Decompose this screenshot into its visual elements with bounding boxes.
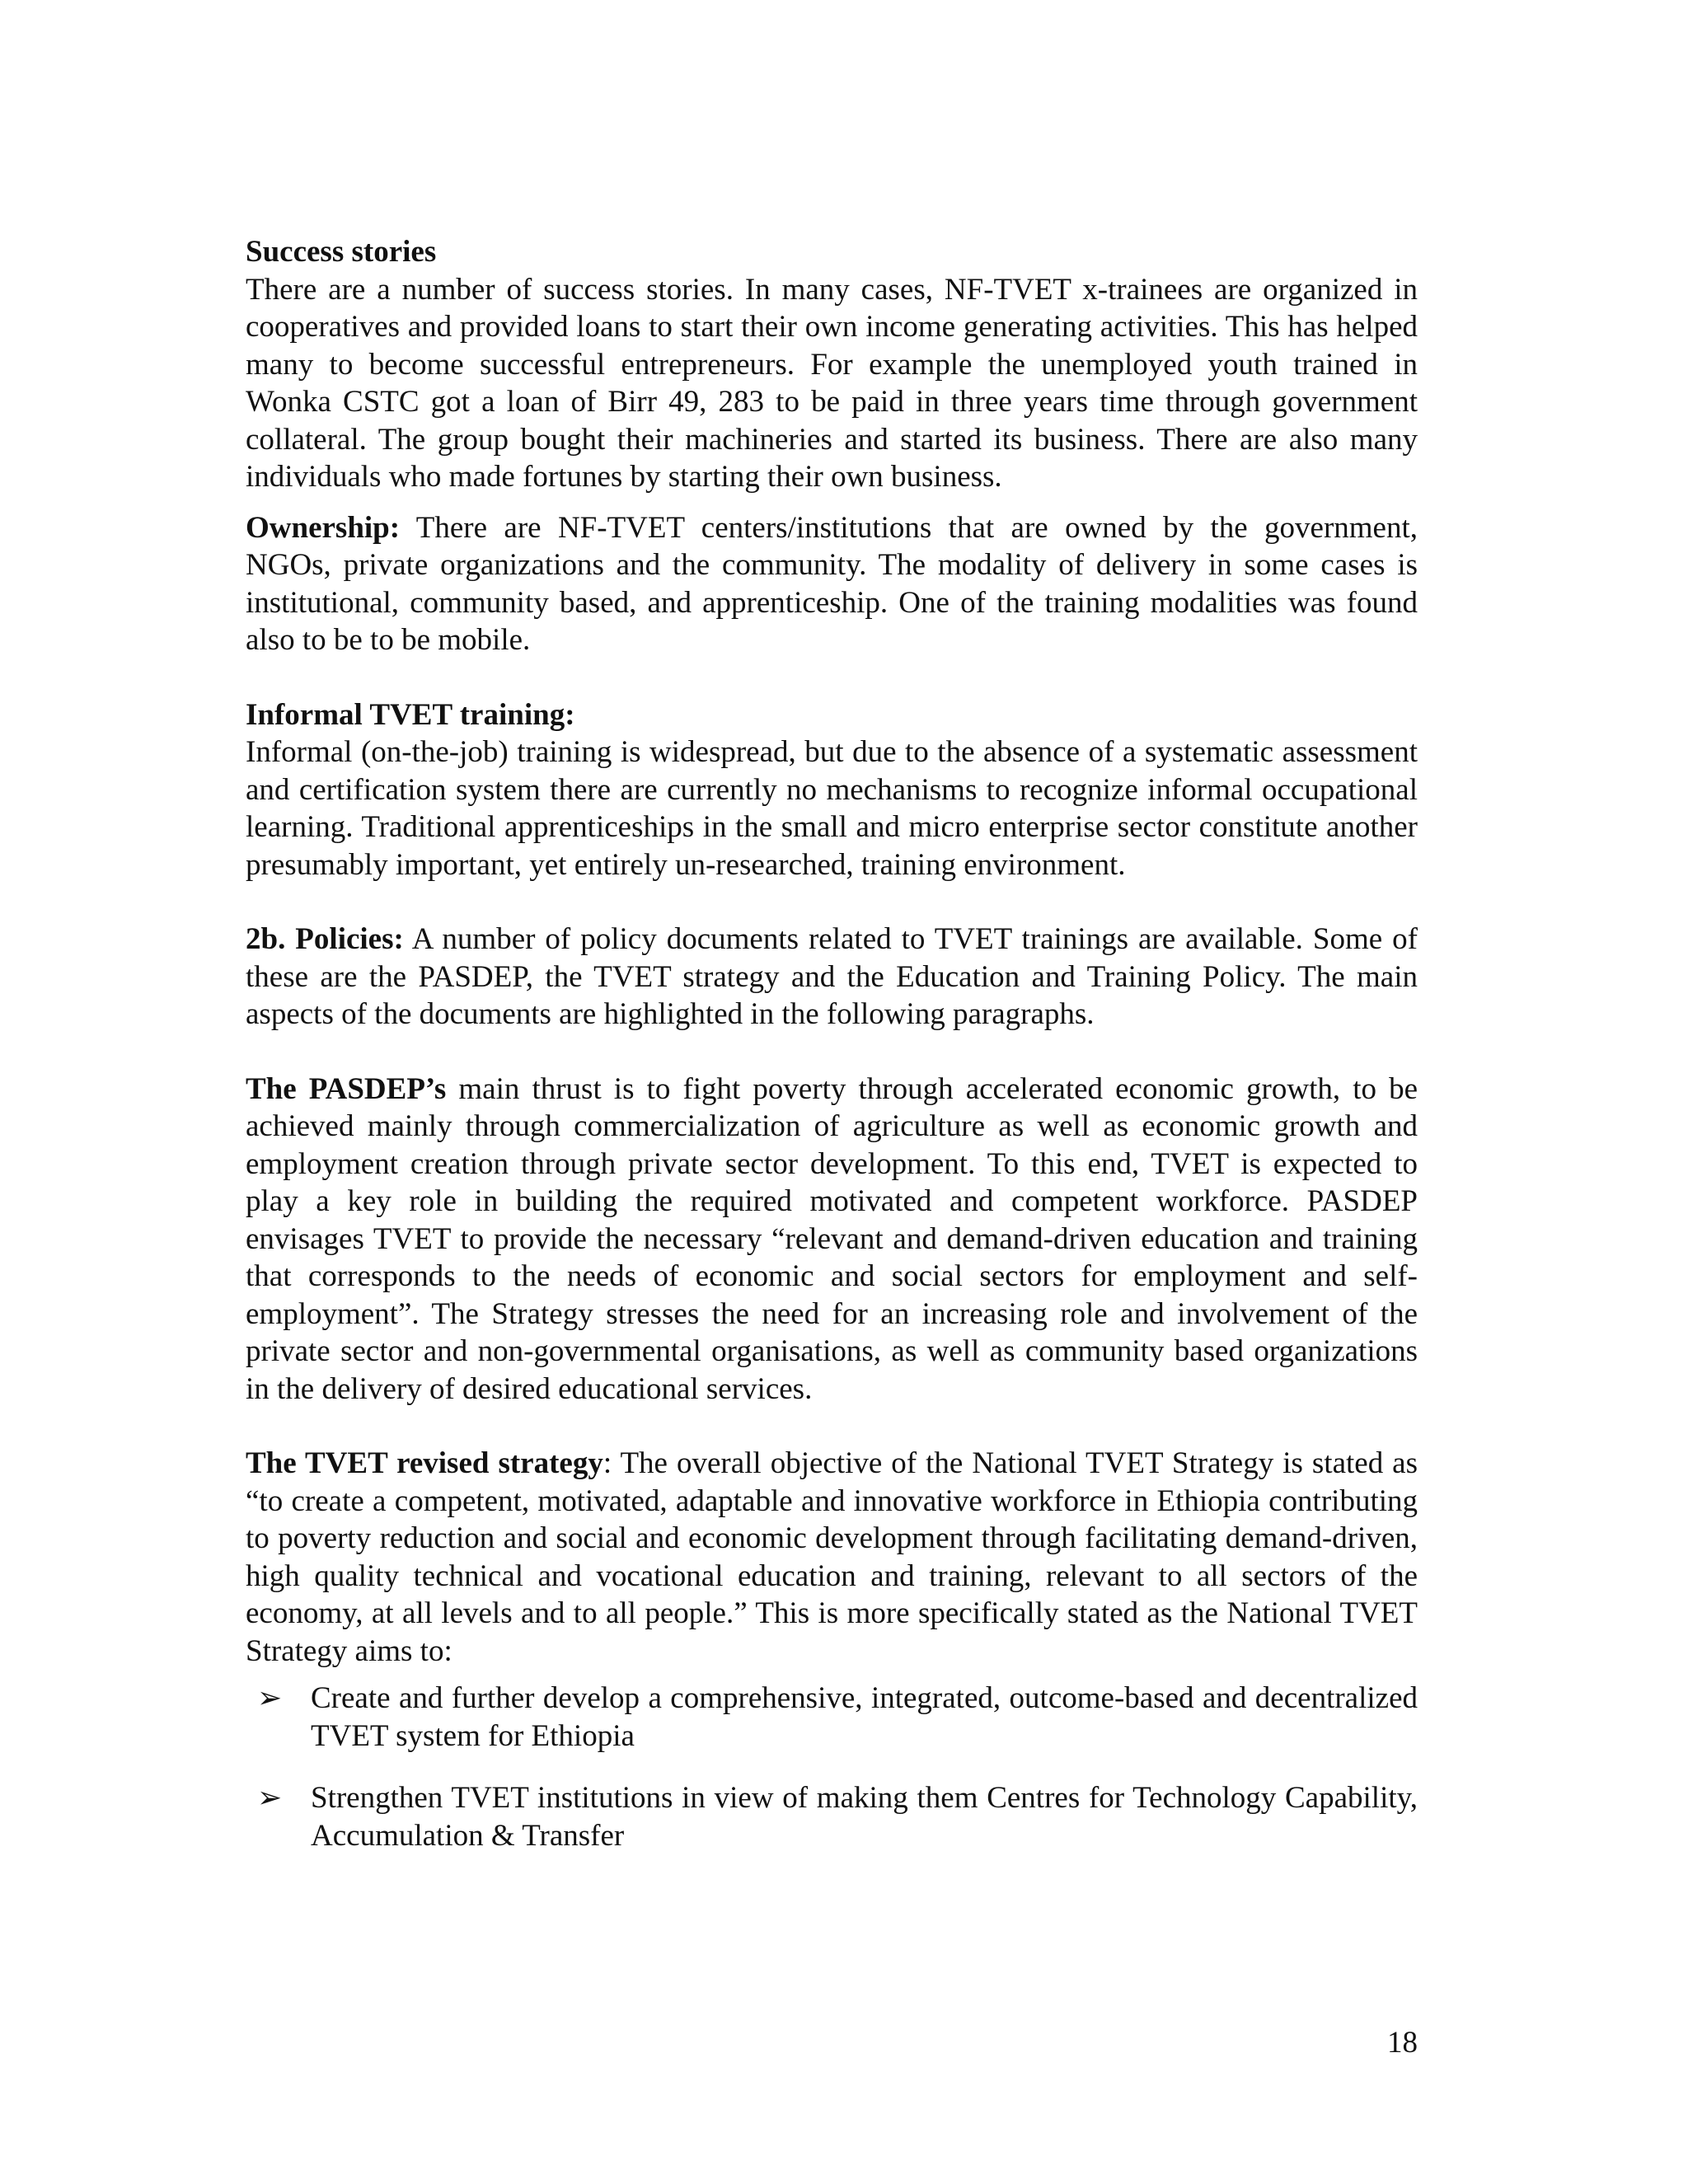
arrow-bullet-icon: ➢ [257, 1781, 283, 1815]
paragraph-text: main thrust is to fight poverty through accelerated economic growth, to be achieved mainly through commercialization of agriculture as well as economic growth and employment creation through private sector development. To this end, TVET is expected to play a key role in building the required motivated and competent workforce. PASDEP envisages TVET to provide the necessary “relevant and demand-driven education and training that corresponds to the needs of economic and social sectors for employment and self-employment”. The Strategy stresses the need for an increasing role and involvement of the private sector and non-governmental organisations, as well as community based organizations in the delivery of desired educational services. [246, 1071, 1418, 1406]
inline-heading: The PASDEP’s [246, 1071, 447, 1106]
paragraph: Informal (on-the-job) training is widespread, but due to the absence of a systematic assessment and certification system there are currently no mechanisms to recognize informal occupational learning. Traditional apprenticeships in the small and micro enterprise sector constitute another presumably important, yet entirely un-researched, training environment. [246, 735, 1418, 882]
inline-heading: Ownership: [246, 510, 401, 545]
arrow-bullet-icon: ➢ [257, 1681, 283, 1715]
inline-heading: The TVET revised strategy [246, 1446, 603, 1480]
section-heading: Success stories [246, 235, 437, 269]
list-item-text: Strengthen TVET institutions in view of making them Centres for Technology Capability, Accumulation & Transfer [311, 1781, 1418, 1853]
paragraph-text: A number of policy documents related to TVET trainings are available. Some of these are the PASDEP, the TVET strategy and the Education and Training Policy. The main aspects of the documents are highlighted in the following paragraphs. [246, 922, 1418, 1031]
list-item-text: Create and further develop a comprehensive, integrated, outcome-based and decentralized TVET system for Ethiopia [311, 1681, 1418, 1753]
section-informal-training [246, 696, 1418, 884]
paragraph: There are a number of success stories. In many cases, NF-TVET x-trainees are organized in cooperatives and provided loans to start their own income generating activities. This has helped many to become successful entrepreneurs. For example the unemployed youth trained in Wonka CSTC got a loan of Birr 49, 283 to be paid in three years time through government collateral. The group bought their machineries and started its business. There are also many individuals who made fortunes by starting their own business. [246, 272, 1418, 494]
paragraph-pasdep [246, 1071, 1418, 1408]
section-success-stories [246, 233, 1418, 496]
section-heading: Informal TVET training: [246, 697, 575, 732]
bullet-list [246, 1680, 1418, 1854]
paragraph-text: There are NF-TVET centers/institutions that are owned by the government, NGOs, private organizations and the community. The modality of delivery in some cases is institutional, community based, and apprenticeship. One of the training modalities was found also to be to be mobile. [246, 510, 1418, 657]
inline-heading: 2b. Policies: [246, 922, 404, 956]
paragraph-ownership [246, 509, 1418, 659]
paragraph-text: : The overall objective of the National TVET Strategy is stated as “to create a competent, motivated, adaptable and innovative workforce in Ethiopia contributing to poverty reduction and social and economic development through facilitating demand-driven, high quality technical and vocational education and training, relevant to all sectors of the economy, at all levels and to all people.” This is more specifically stated as the National TVET Strategy aims to: [246, 1446, 1418, 1668]
paragraph-policies [246, 921, 1418, 1033]
list-item [246, 1779, 1418, 1854]
page-number: 18 [1387, 2026, 1418, 2060]
paragraph-tvet-strategy [246, 1445, 1418, 1670]
list-item [246, 1680, 1418, 1755]
document-page [246, 233, 1418, 1854]
